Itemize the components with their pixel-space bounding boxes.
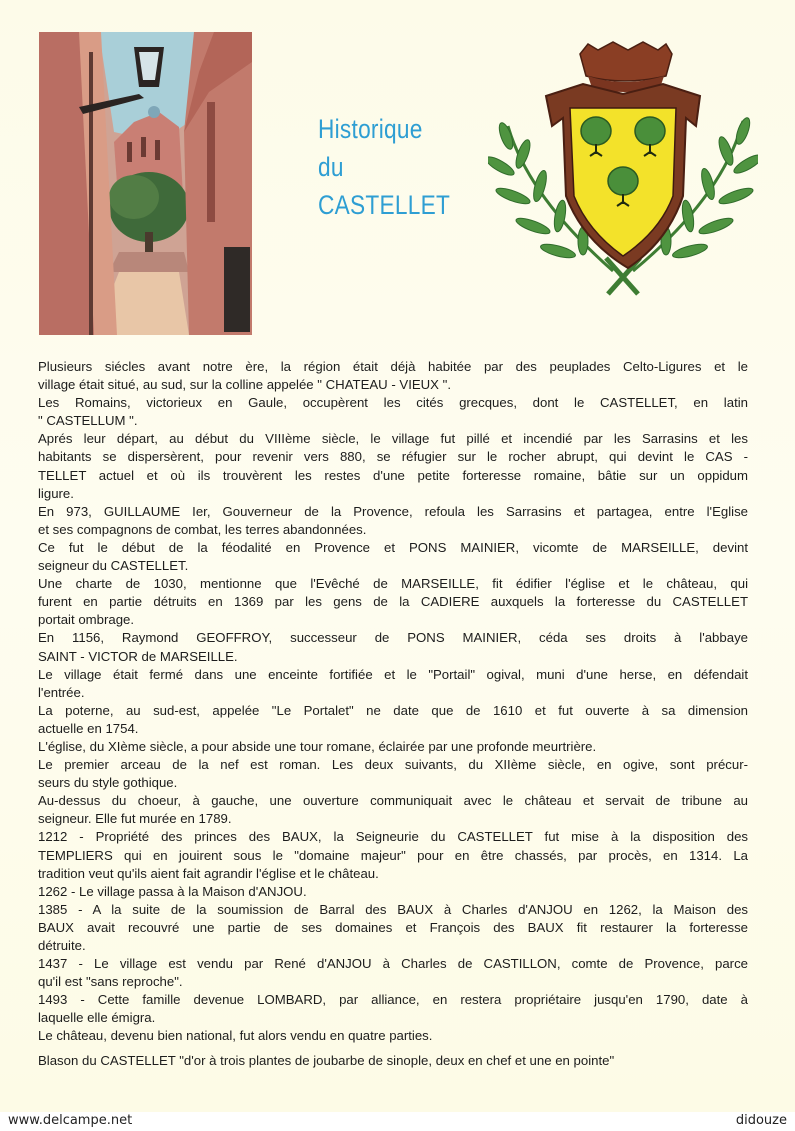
text-line: portait ombrage. [38, 612, 135, 628]
text-line: qu'il est "sans reproche". [38, 974, 183, 990]
blason-text: Blason du CASTELLET "d'or à trois plantes de joubarbe de sinople, deux en chef et une en pointe" [38, 1052, 615, 1068]
history-paragraph [38, 1027, 748, 1045]
text-line: seigneur du CASTELLET. [38, 558, 189, 574]
text-line: BAUX avait recouvré une partie de ses domaines et François des BAUX fit restaurer la forteresse [38, 919, 748, 935]
footer-site-link[interactable]: www.delcampe.net [8, 1113, 133, 1128]
history-paragraph [38, 358, 748, 394]
history-paragraph [38, 792, 748, 828]
footer [0, 1112, 795, 1131]
history-paragraph [38, 394, 748, 430]
text-line: et ses compagnons de combat, les terres abandonnées. [38, 521, 367, 537]
text-line: habitants se dispersèrent, pour revenir vers 880, se réfugier sur le rocher abrupt, qui devint le CAS - [38, 449, 748, 465]
text-line: TELLET actuel et où ils trouvèrent les restes d'une petite forteresse romaine, bâtie sur un oppidum [38, 467, 748, 483]
history-paragraph [38, 629, 748, 665]
history-paragraph [38, 828, 748, 882]
history-paragraph [38, 702, 748, 738]
page-title [318, 110, 450, 224]
text-line: 1437 - Le village est vendu par René d'ANJOU à Charles de CASTILLON, comte de Provence, parce [38, 956, 748, 972]
text-line: En 973, GUILLAUME Ier, Gouverneur de la Provence, refoula les Sarrasins et partagea, entre l'Eglise [38, 503, 748, 519]
title-line-1: Historique [318, 114, 423, 144]
street-photo-icon [39, 32, 252, 335]
history-paragraph [38, 539, 748, 575]
history-paragraph [38, 738, 748, 756]
text-line: village était situé, au sud, sur la colline appelée " CHATEAU - VIEUX ". [38, 377, 451, 393]
text-line: Plusieurs siécles avant notre ère, la région était déjà habitée par des peuplades Celto-Ligures et le [38, 359, 748, 374]
text-line: Une charte de 1030, mentionne que l'Evêché de MARSEILLE, fit édifier l'église et le château, qui [38, 576, 748, 592]
history-paragraph [38, 883, 748, 901]
text-line: Les Romains, victorieux en Gaule, occupèrent les cités grecques, dont le CASTELLET, en latin [38, 395, 748, 411]
text-line: 1212 - Propriété des princes des BAUX, la Seigneurie du CASTELLET fut mise à la disposition des [38, 829, 748, 845]
history-paragraph [38, 430, 748, 502]
text-line: l'entrée. [38, 684, 85, 700]
history-paragraph [38, 901, 748, 955]
street-scene-photo [39, 32, 252, 335]
shield-icon [488, 36, 758, 298]
text-line: seigneur. Elle fut murée en 1789. [38, 811, 232, 827]
text-line: furent en partie détruits en 1369 par les gens de la CADIERE auxquels la forteresse du CASTELLET [38, 594, 748, 610]
title-line-2: du [318, 152, 344, 182]
history-text [38, 358, 748, 1070]
footer-seller-name: didouze [735, 1113, 787, 1128]
text-line: actuelle en 1754. [38, 720, 139, 736]
text-line: La poterne, au sud-est, appelée "Le Portalet" ne date que de 1610 et fut ouverte à sa dimension [38, 702, 748, 718]
text-line: 1493 - Cette famille devenue LOMBARD, par alliance, en restera propriétaire jusqu'en 1790, date à [38, 992, 748, 1008]
text-line: détruite. [38, 938, 86, 953]
history-paragraph [38, 503, 748, 539]
history-paragraph [38, 575, 748, 629]
text-line: 1385 - A la suite de la soumission de Barral des BAUX à Charles d'ANJOU en 1262, la Maison des [38, 901, 748, 917]
text-line: Le village était fermé dans une enceinte fortifiée et le "Portail" ogival, muni d'une herse, en défendait [38, 666, 748, 682]
blason-description [38, 1052, 748, 1070]
text-line: laquelle elle émigra. [38, 1010, 156, 1026]
text-line: TEMPLIERS qui en jouirent sous le "domaine majeur" pour en être chassés, par procès, en 1314. La [38, 847, 748, 863]
history-paragraph [38, 955, 748, 991]
history-paragraph [38, 756, 748, 792]
text-line: ligure. [38, 485, 74, 501]
text-line: seurs du style gothique. [38, 775, 178, 791]
text-line: En 1156, Raymond GEOFFROY, successeur de PONS MAINIER, céda ses droits à l'abbaye [38, 630, 748, 646]
text-line: Le premier arceau de la nef est roman. Les deux suivants, du XIIème siècle, en ogive, sont précur- [38, 757, 748, 773]
text-line: SAINT - VICTOR de MARSEILLE. [38, 648, 238, 664]
title-line-3: CASTELLET [318, 190, 451, 220]
text-line: L'église, du XIème siècle, a pour abside une tour romane, éclairée par une profonde meurtrière. [38, 738, 597, 754]
text-line: 1262 - Le village passa à la Maison d'ANJOU. [38, 883, 307, 899]
text-line: Ce fut le début de la féodalité en Provence et PONS MAINIER, vicomte de MARSEILLE, devint [38, 539, 748, 555]
text-line: Aprés leur départ, au début du VIIIème siècle, le village fut pillé et incendié par les Sarrasins et les [38, 431, 748, 447]
history-paragraph [38, 666, 748, 702]
text-line: Le château, devenu bien national, fut alors vendu en quatre parties. [38, 1028, 433, 1044]
text-line: " CASTELLUM ". [38, 413, 138, 429]
coat-of-arms [488, 36, 758, 298]
history-paragraph [38, 991, 748, 1027]
text-line: tradition veut qu'ils aient fait agrandir l'église et le château. [38, 865, 379, 881]
text-line: Au-dessus du choeur, à gauche, une ouverture communiquait avec le château et servait de tribune au [38, 793, 748, 809]
